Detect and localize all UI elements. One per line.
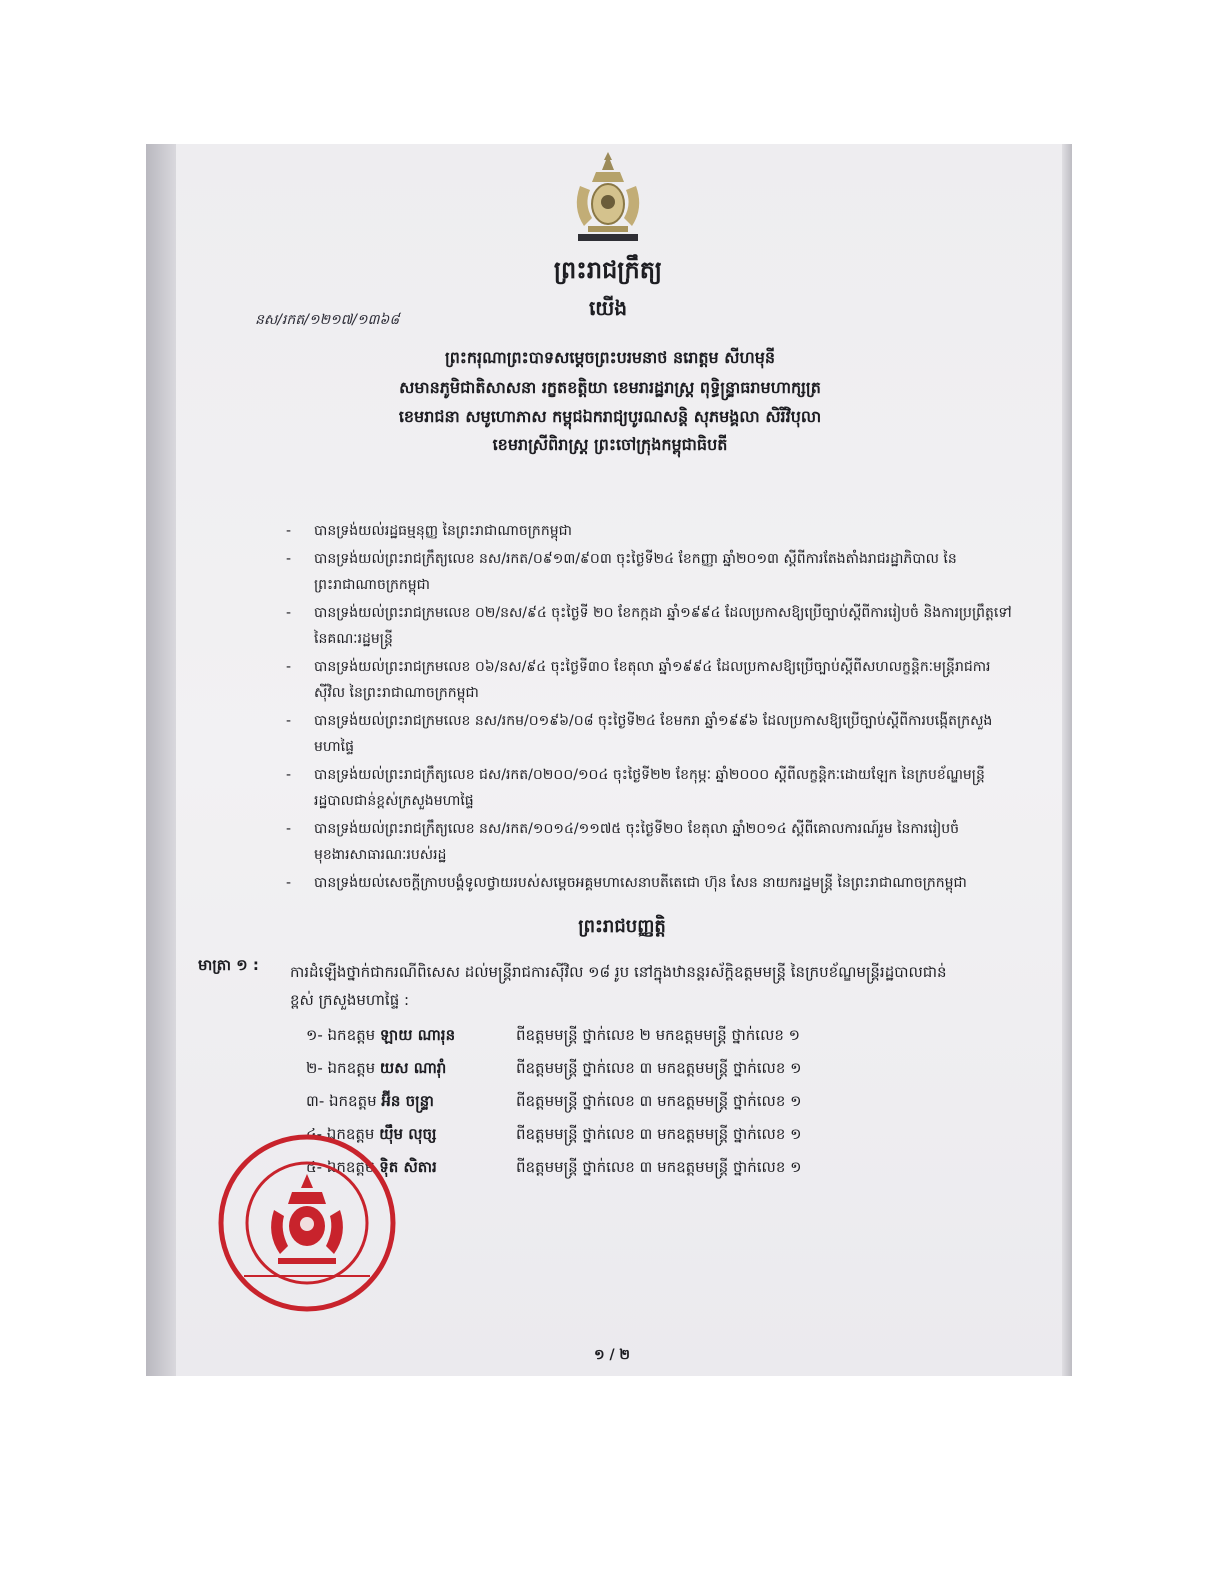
we-heading: យើង bbox=[588, 296, 628, 320]
appointee-rank: ពីឧត្តមមន្ត្រី ថ្នាក់លេខ ៣ មកឧត្តមមន្ត្រី ថ្នាក់លេខ ១ bbox=[516, 1058, 802, 1077]
appointee bbox=[306, 1059, 516, 1081]
prelude-item: - បានទ្រង់យល់សេចក្តីក្រាបបង្គំទូលថ្វាយរបស់សម្តេចអគ្គមហាសេនាបតីតេជោ ហ៊ុន សែន នាយករដ្ឋមន្ត្រី នៃព្រះរាជាណាចក្រកម្ពុជា bbox=[284, 870, 1014, 896]
appointee-prefix: ២- ឯកឧត្តម bbox=[306, 1058, 376, 1077]
appointee-prefix: ៥- ឯកឧត្តម bbox=[306, 1157, 375, 1176]
royal-emblem-icon bbox=[566, 148, 650, 244]
prelude-item: - បានទ្រង់យល់ព្រះរាជក្រមលេខ ០៦/នស/៩៤ ចុះថ្ងៃទី៣០ ខែតុលា ឆ្នាំ១៩៩៤ ដែលប្រកាសឱ្យប្រើច្បាប់ស្តីពីសហលក្ខន្តិកៈមន្ត្រីរាជការស៊ីវិល នៃព្រះរាជាណាចក្រកម្ពុជា bbox=[284, 654, 1014, 706]
appointee-name: ទ៉ិត សិតារ bbox=[379, 1157, 437, 1176]
appointment-row bbox=[306, 1020, 906, 1053]
article-label: មាត្រា ១ : bbox=[198, 956, 259, 974]
article-text: ការដំឡើងថ្នាក់ជាករណីពិសេស ដល់មន្ត្រីរាជការស៊ីវិល ១៨ រូប នៅក្នុងឋានន្តរស័ក្តិឧត្តមមន្ត្រី នៃក្របខ័ណ្ឌមន្ត្រីរដ្ឋបាលជាន់ខ្ពស់ ក្រសួងមហាផ្ទៃ : bbox=[290, 963, 947, 1009]
prelude-item: - បានទ្រង់យល់ព្រះរាជក្រមលេខ នស/រកម/០១៩៦/០៨ ចុះថ្ងៃទី២៤ ខែមករា ឆ្នាំ១៩៩៦ ដែលប្រកាសឱ្យប្រើច្បាប់ស្តីពីការបង្កើតក្រសួងមហាផ្ទៃ bbox=[284, 708, 1014, 760]
appointee-rank: ពីឧត្តមមន្ត្រី ថ្នាក់លេខ ៣ មកឧត្តមមន្ត្រី ថ្នាក់លេខ ១ bbox=[516, 1124, 802, 1143]
royal-palace-seal-icon bbox=[214, 1130, 400, 1316]
royal-title-line-4: ខេមរាស្រីពិរាស្ត្រ ព្រះចៅក្រុងកម្ពុជាធិបតី bbox=[492, 435, 728, 454]
prelude-item: - បានទ្រង់យល់ព្រះរាជក្រឹត្យលេខ នស/រកត/០៩១៣/៩០៣ ចុះថ្ងៃទី២៤ ខែកញ្ញា ឆ្នាំ២០១៣ ស្តីពីការតែងតាំងរាជរដ្ឋាភិបាល នៃព្រះរាជាណាចក្រកម្ពុជា bbox=[284, 546, 1014, 598]
page-number: ១ / ២ bbox=[593, 1347, 631, 1363]
appointment-row bbox=[306, 1086, 906, 1119]
appointee bbox=[306, 1092, 516, 1114]
appointee bbox=[306, 1026, 516, 1048]
appointee-rank: ពីឧត្តមមន្ត្រី ថ្នាក់លេខ ៣ មកឧត្តមមន្ត្រី ថ្នាក់លេខ ១ bbox=[516, 1091, 802, 1110]
prelude-item: - បានទ្រង់យល់ព្រះរាជក្រឹត្យលេខ ជស/រកត/០២០០/១០៤ ចុះថ្ងៃទី២២ ខែកុម្ភៈ ឆ្នាំ២០០០ ស្តីពីលក្ខន្តិកៈដោយឡែក នៃក្របខ័ណ្ឌមន្ត្រីរដ្ឋបាលជាន់ខ្ពស់ក្រសួងមហាផ្ទៃ bbox=[284, 762, 1014, 814]
royal-title-line-1: ព្រះករុណាព្រះបាទសម្តេចព្រះបរមនាថ នរោត្តម សីហមុនី bbox=[444, 348, 776, 367]
decision-heading: ព្រះរាជបញ្ញត្តិ bbox=[578, 916, 666, 937]
appointment-row bbox=[306, 1053, 906, 1086]
appointee-rank: ពីឧត្តមមន្ត្រី ថ្នាក់លេខ ២ មកឧត្តមមន្ត្រី ថ្នាក់លេខ ១ bbox=[516, 1025, 800, 1044]
appointee-name: អ៊ីន ចន្ទ្រា bbox=[381, 1091, 434, 1110]
appointee-prefix: ៤- ឯកឧត្តម bbox=[306, 1124, 375, 1143]
appointee-prefix: ១- ឯកឧត្តម bbox=[306, 1025, 376, 1044]
prelude-item: - បានទ្រង់យល់រដ្ឋធម្មនុញ្ញ នៃព្រះរាជាណាចក្រកម្ពុជា bbox=[284, 518, 1014, 544]
appointee-name: ឡាយ ណារុន bbox=[379, 1025, 456, 1044]
decree-title: ព្រះរាជក្រឹត្យ bbox=[553, 256, 663, 284]
appointee-name: យស ណារ៉ាំ bbox=[379, 1058, 447, 1077]
appointee-name: យ៉ឹម លុច្ស bbox=[379, 1124, 437, 1143]
document-number: នស/រកត/១២១៧/១៣៦៨ bbox=[255, 312, 400, 328]
photo-shadow-right bbox=[1062, 144, 1072, 1376]
royal-title-line-3: ខេមរាជនា សមូហោភាស កម្ពុជឯករាជ្យបូរណសន្តិ សុភមង្គលា សិរីវិបុលា bbox=[398, 407, 822, 426]
royal-title-line-2: សមានភូមិជាតិសាសនា រក្ខតខត្តិយា ខេមរារដ្ឋរាស្ត្រ ពុទ្ធិន្ទ្រាធរាមហាក្សត្រ bbox=[399, 378, 821, 397]
prelude-list bbox=[284, 518, 1014, 898]
prelude-item: - បានទ្រង់យល់ព្រះរាជក្រមលេខ ០២/នស/៩៤ ចុះថ្ងៃទី ២០ ខែកក្កដា ឆ្នាំ១៩៩៤ ដែលប្រកាសឱ្យប្រើច្បាប់ស្តីពីការរៀបចំ និងការប្រព្រឹត្តទៅនៃគណៈរដ្ឋមន្ត្រី bbox=[284, 600, 1014, 652]
appointee-prefix: ៣- ឯកឧត្តម bbox=[306, 1091, 377, 1110]
appointee-rank: ពីឧត្តមមន្ត្រី ថ្នាក់លេខ ៣ មកឧត្តមមន្ត្រី ថ្នាក់លេខ ១ bbox=[516, 1157, 802, 1176]
prelude-item: - បានទ្រង់យល់ព្រះរាជក្រឹត្យលេខ នស/រកត/១០១៤/១១៧៥ ចុះថ្ងៃទី២០ ខែតុលា ឆ្នាំ២០១៤ ស្តីពីគោលការណ៍រួម នៃការរៀបចំមុខងារសាធារណៈរបស់រដ្ឋ bbox=[284, 816, 1014, 868]
photo-shadow-left bbox=[146, 144, 176, 1376]
